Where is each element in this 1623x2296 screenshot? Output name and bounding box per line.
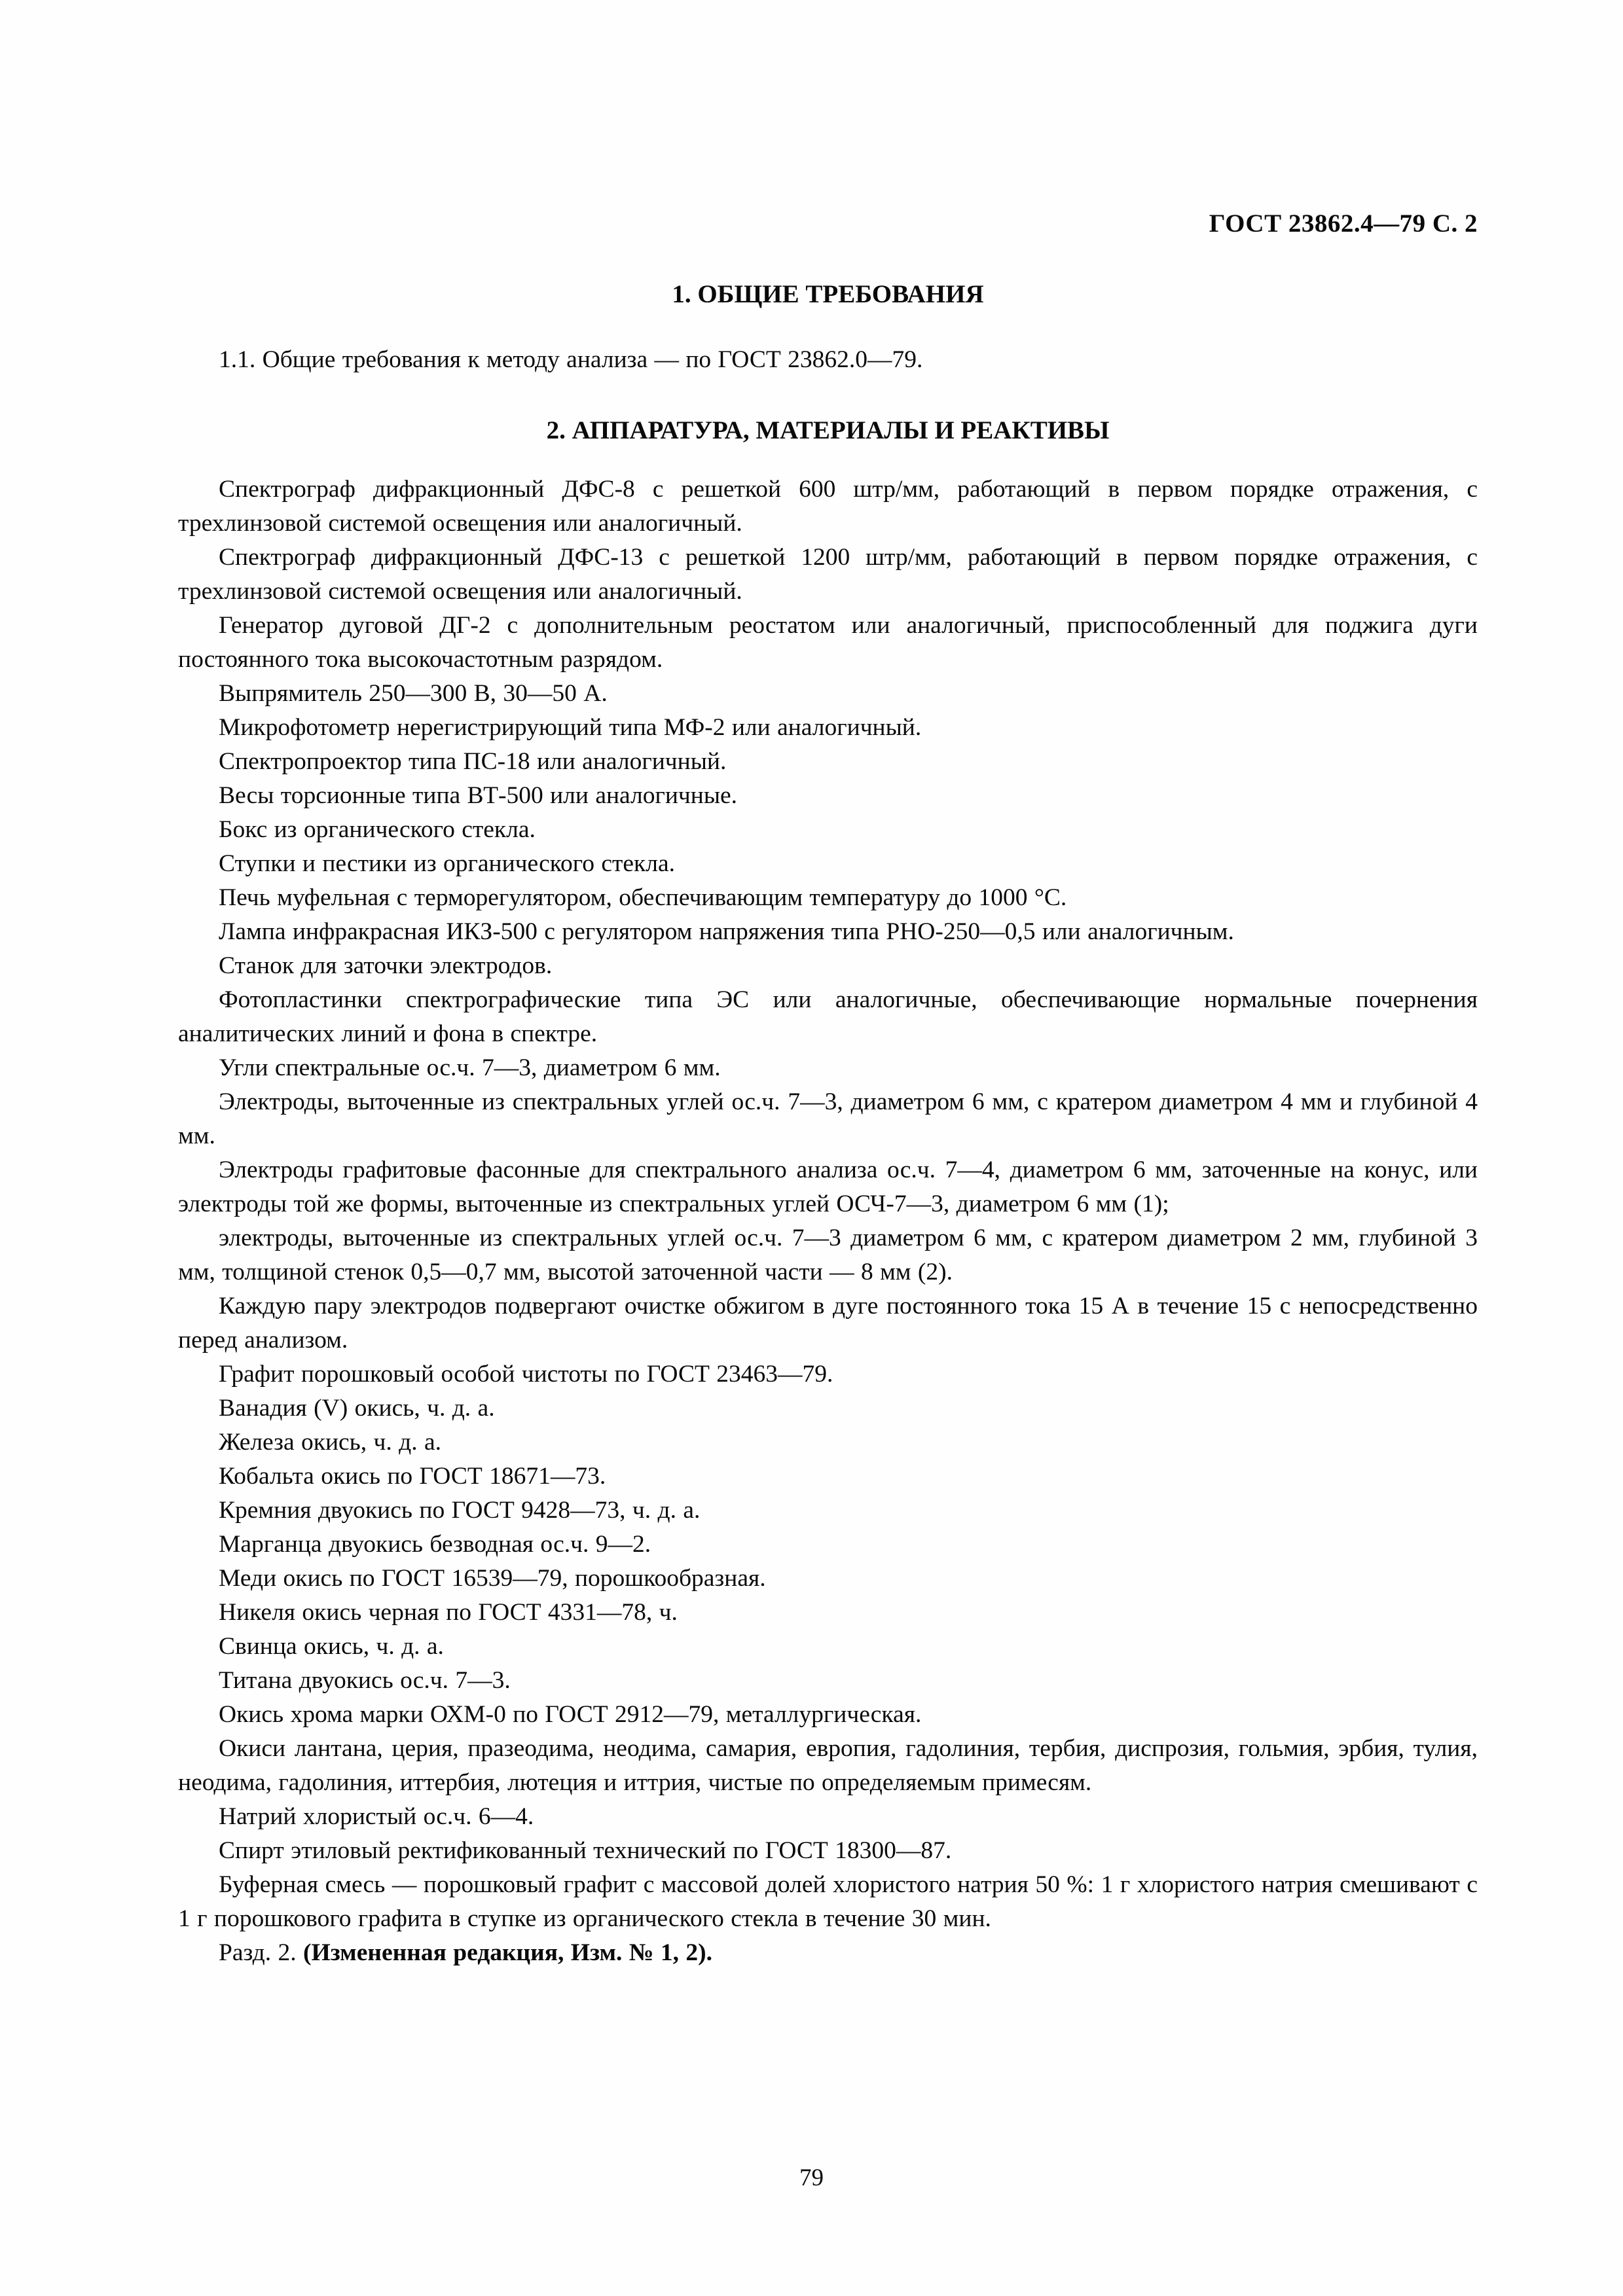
paragraph: Железа окись, ч. д. а.: [219, 1429, 441, 1456]
paragraph: Окиси лантана, церия, празеодима, неодима, самария, европия, гадолиния, тербия, диспрозия, гольмия, эрбия, тулия, неодима, гадолиния, иттербия, лютеция и иттрия, чистые по определяемым примесям.: [178, 1735, 1478, 1796]
paragraph: Свинца окись, ч. д. а.: [219, 1633, 444, 1660]
paragraph-1-1: 1.1. Общие требования к методу анализа — по ГОСТ 23862.0—79.: [219, 346, 923, 373]
paragraph: Спирт этиловый ректификованный технический по ГОСТ 18300—87.: [219, 1837, 952, 1864]
paragraph: Буферная смесь — порошковый графит с массовой долей хлористого натрия 50 %: 1 г хлористого натрия смешивают с 1 г порошкового графита в ступке из органического стекла в течение 30 мин.: [178, 1871, 1478, 1932]
paragraph: Бокс из органического стекла.: [219, 816, 536, 843]
paragraph: Выпрямитель 250—300 В, 30—50 А.: [219, 680, 608, 707]
paragraph: Станок для заточки электродов.: [219, 952, 553, 979]
paragraph: Фотопластинки спектрографические типа ЭС или аналогичные, обеспечивающие нормальные почернения аналитических линий и фона в спектре.: [178, 986, 1478, 1047]
paragraph: Никеля окись черная по ГОСТ 4331—78, ч.: [219, 1599, 678, 1626]
paragraph: Угли спектральные ос.ч. 7—3, диаметром 6 мм.: [219, 1054, 721, 1081]
paragraph: Микрофотометр нерегистрирующий типа МФ-2 или аналогичный.: [219, 714, 922, 741]
paragraph: Марганца двуокись безводная ос.ч. 9—2.: [219, 1531, 651, 1558]
paragraph: Лампа инфракрасная ИКЗ-500 с регулятором напряжения типа РНО-250—0,5 или аналогичным.: [219, 918, 1234, 945]
paragraph: электроды, выточенные из спектральных углей ос.ч. 7—3 диаметром 6 мм, с кратером диаметром 2 мм, глубиной 3 мм, толщиной стенок 0,5—0,7 мм, высотой заточенной части — 8 мм (2).: [178, 1225, 1478, 1285]
paragraph: Ступки и пестики из органического стекла.: [219, 850, 676, 877]
paragraph: Каждую пару электродов подвергают очистке обжигом в дуге постоянного тока 15 А в течение 15 с непосредственно перед анализом.: [178, 1293, 1478, 1354]
paragraph: Спектрограф дифракционный ДФС-8 с решеткой 600 штр/мм, работающий в первом порядке отражения, с трехлинзовой системой освещения или аналогичный.: [178, 476, 1478, 537]
section-1-title: 1. ОБЩИЕ ТРЕБОВАНИЯ: [672, 280, 984, 308]
paragraph: Печь муфельная с терморегулятором, обеспечивающим температуру до 1000 °С.: [219, 884, 1067, 911]
paragraph: Натрий хлористый ос.ч. 6—4.: [219, 1803, 534, 1830]
paragraph: Электроды графитовые фасонные для спектрального анализа ос.ч. 7—4, диаметром 6 мм, заточенные на конус, или электроды той же формы, выточенные из спектральных углей ОСЧ-7—3, диаметром 6 мм (1);: [178, 1157, 1478, 1217]
paragraph: Титана двуокись ос.ч. 7—3.: [219, 1667, 511, 1694]
paragraph: Генератор дуговой ДГ-2 с дополнительным реостатом или аналогичный, приспособленный для поджига дуги постоянного тока высокочастотным разрядом.: [178, 612, 1478, 673]
paragraph: Кремния двуокись по ГОСТ 9428—73, ч. д. а.: [219, 1497, 701, 1524]
page-number: 79: [799, 2164, 824, 2191]
document-reference: ГОСТ 23862.4—79 С. 2: [1209, 209, 1478, 238]
paragraph: Спектропроектор типа ПС-18 или аналогичный.: [219, 748, 727, 775]
paragraph: Электроды, выточенные из спектральных углей ос.ч. 7—3, диаметром 6 мм, с кратером диаметром 4 мм и глубиной 4 мм.: [178, 1088, 1478, 1149]
paragraph: Ванадия (V) окись, ч. д. а.: [219, 1395, 495, 1422]
paragraph: Кобальта окись по ГОСТ 18671—73.: [219, 1463, 606, 1490]
revision-note-bold: (Измененная редакция, Изм. № 1, 2).: [302, 1939, 712, 1966]
section-revision-note: [178, 1936, 1478, 1970]
paragraph: Меди окись по ГОСТ 16539—79, порошкообразная.: [219, 1565, 766, 1592]
paragraph: Окись хрома марки ОХМ-0 по ГОСТ 2912—79, металлургическая.: [219, 1701, 922, 1728]
paragraph: Спектрограф дифракционный ДФС-13 с решеткой 1200 штр/мм, работающий в первом порядке отражения, с трехлинзовой системой освещения или аналогичный.: [178, 544, 1478, 605]
revision-note-prefix: Разд. 2.: [219, 1939, 303, 1966]
page-content: [178, 207, 1478, 1970]
paragraph: Графит порошковый особой чистоты по ГОСТ 23463—79.: [219, 1361, 833, 1388]
section-2-title: 2. АППАРАТУРА, МАТЕРИАЛЫ И РЕАКТИВЫ: [546, 416, 1110, 444]
paragraph: Весы торсионные типа ВТ-500 или аналогичные.: [219, 782, 738, 809]
